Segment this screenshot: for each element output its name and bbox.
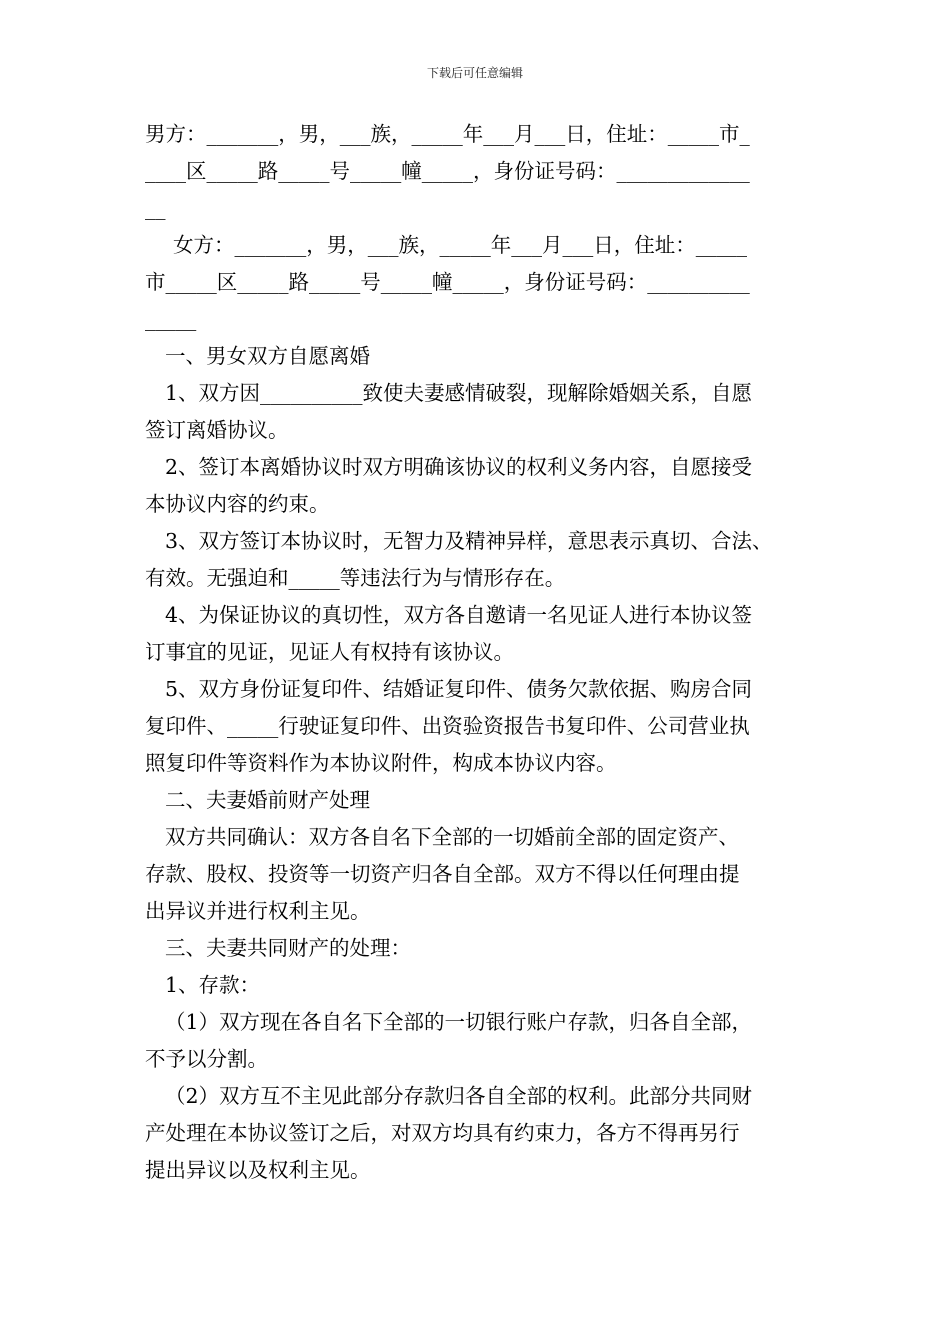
text-line: 1、存款： — [165, 973, 261, 997]
text-line: __ — [145, 196, 166, 220]
text-line: （1）双方现在各自名下全部的一切银行账户存款，归各自全部， — [165, 1010, 753, 1034]
text-line: 3、双方签订本协议时，无智力及精神异样，意思表示真切、合法、 — [165, 529, 773, 553]
text-line: 复印件、_____行驶证复印件、出资验资报告书复印件、公司营业执 — [145, 714, 750, 738]
section-heading: 二、夫妻婚前财产处理 — [165, 788, 370, 812]
text-line: 提出异议以及权利主见。 — [145, 1158, 371, 1182]
text-line: 双方共同确认：双方各自名下全部的一切婚前全部的固定资产、 — [165, 825, 739, 849]
text-line: 签订离婚协议。 — [145, 418, 289, 442]
text-line: 女方：_______，男，___族，_____年___月___日，住址：_____ — [173, 233, 747, 257]
text-line: 产处理在本协议签订之后，对双方均具有约束力，各方不得再另行 — [145, 1121, 740, 1145]
text-line: 4、为保证协议的真切性，双方各自邀请一名见证人进行本协议签 — [165, 603, 753, 627]
section-heading: 三、夫妻共同财产的处理： — [165, 936, 411, 960]
page-header-note: 下载后可任意编辑 — [426, 66, 523, 80]
text-line: 5、双方身份证复印件、结婚证复印件、债务欠款依据、购房合同 — [165, 677, 753, 701]
text-line: 本协议内容的约束。 — [145, 492, 330, 516]
text-line: ____区_____路_____号_____幢_____，身份证号码：_____________ — [145, 159, 750, 183]
text-line: 出异议并进行权利主见。 — [145, 899, 371, 923]
text-line: 存款、股权、投资等一切资产归各自全部。双方不得以任何理由提 — [145, 862, 740, 886]
text-line: 2、签订本离婚协议时双方明确该协议的权利义务内容，自愿接受 — [165, 455, 753, 479]
text-line: 1、双方因__________致使夫妻感情破裂，现解除婚姻关系，自愿 — [165, 381, 753, 405]
text-line: 订事宜的见证，见证人有权持有该协议。 — [145, 640, 514, 664]
text-line: 市_____区_____路_____号_____幢_____，身份证号码：__________ — [145, 270, 750, 294]
text-line: （2）双方互不主见此部分存款归各自全部的权利。此部分共同财 — [165, 1084, 753, 1108]
document-body — [145, 116, 807, 1189]
text-line: _____ — [145, 307, 197, 331]
section-heading: 一、男女双方自愿离婚 — [165, 344, 370, 368]
text-line: 男方：_______，男，___族，_____年___月___日，住址：_____市_ — [145, 122, 750, 146]
text-line: 有效。无强迫和_____等违法行为与情形存在。 — [145, 566, 566, 590]
text-line: 照复印件等资料作为本协议附件，构成本协议内容。 — [145, 751, 617, 775]
text-line: 不予以分割。 — [145, 1047, 268, 1071]
